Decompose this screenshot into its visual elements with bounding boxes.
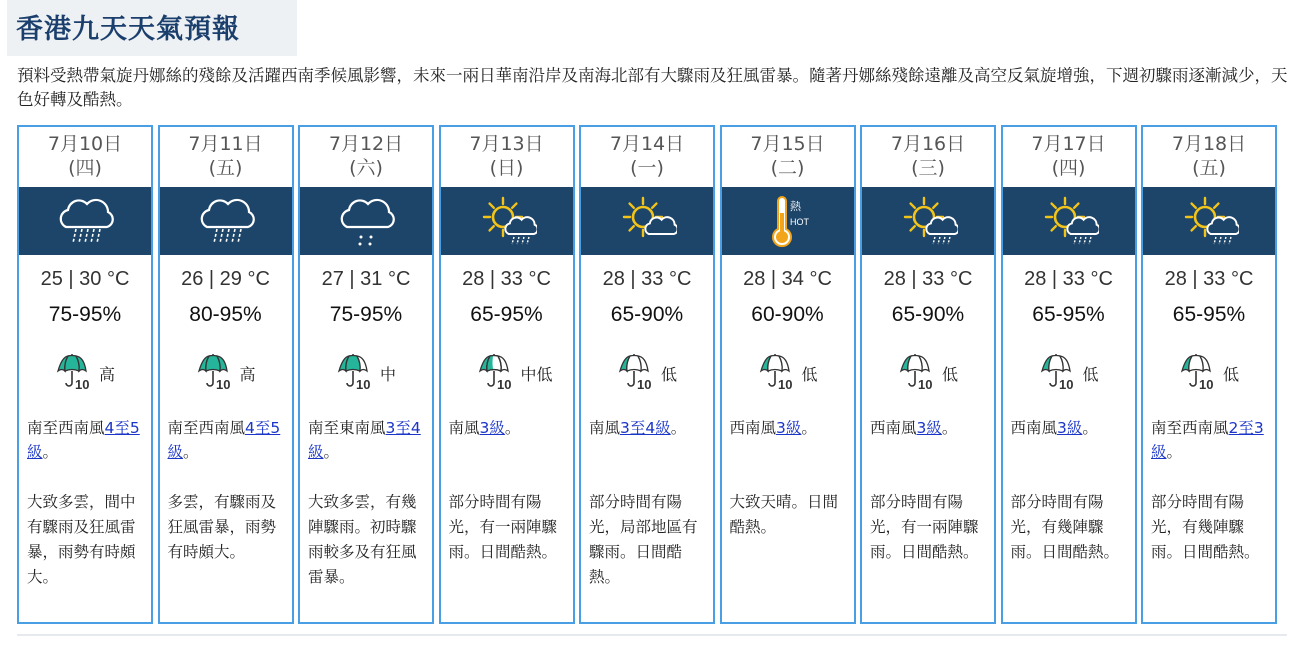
probability-of-rain [160,349,292,393]
psr-label: 低 [661,365,678,384]
umbrella-icon [752,349,800,393]
humidity-range: 75-95% [48,303,122,326]
weather-icon-band [160,187,292,255]
wind-direction: 南風 [448,419,480,437]
date-label: 7月16日 [890,133,966,155]
wind-suffix: 。 [1166,443,1183,461]
weather-description: 多雲，有驟雨及狂風雷暴，雨勢有時頗大。 [167,493,277,561]
temperature-range: 28 | 33 °C [602,268,692,290]
forecast-date [722,132,854,180]
humidity-range: 65-95% [1172,303,1246,326]
weather-icon-band [441,187,573,255]
temperature-range: 28 | 33 °C [462,268,551,290]
sunny-periods-showers-icon [1041,193,1099,249]
weather-description: 部分時間有陽光，有一兩陣驟雨。日間酷熱。 [448,493,558,561]
wind-direction: 西南風 [1010,419,1058,437]
wind-forecast [870,416,988,440]
probability-of-rain [441,349,573,393]
umbrella-icon [1033,349,1081,393]
wind-direction: 南至西南風 [27,419,105,437]
humidity-range: 60-90% [751,303,824,326]
forecast-date [862,132,994,180]
svg-text:10: 10 [215,377,230,392]
weekday-label: (四) [1051,157,1086,179]
probability-of-rain [300,349,432,393]
humidity-range: 65-95% [1032,303,1105,326]
divider [17,634,1287,636]
wind-force-link[interactable]: 3級 [1057,419,1083,437]
weather-description: 部分時間有陽光，有幾陣驟雨。日間酷熱。 [1151,493,1260,561]
forecast-date [1143,132,1275,180]
weekday-label: (二) [770,157,805,179]
day-card [17,125,153,624]
day-card [158,125,294,624]
wind-force-link[interactable]: 3至4級 [308,419,421,461]
psr-label: 高 [239,365,256,384]
wind-forecast [168,416,286,464]
day-card [1001,125,1137,624]
weather-description: 大致多雲，有幾陣驟雨。初時驟雨較多及有狂風雷暴。 [308,493,417,586]
humidity-range: 65-95% [470,303,543,326]
umbrella-icon [1173,349,1221,393]
wind-force-link[interactable]: 3級 [776,419,802,437]
umbrella-icon [49,349,97,393]
umbrella-icon [330,349,378,393]
forecast-summary: 預料受熱帶氣旋丹娜絲的殘餘及活躍西南季候風影響，未來一兩日華南沿岸及南海北部有大驟雨及狂風雷暴。隨著丹娜絲殘餘遠離及高空反氣旋增強，下週初驟雨逐漸減少，天色好轉及酷熱。 [17,66,1288,109]
wind-direction: 南至西南風 [1151,419,1229,437]
wind-force-link[interactable]: 3級 [479,419,505,437]
psr-label: 低 [801,365,818,384]
day-card [860,125,996,624]
date-label: 7月12日 [328,133,404,155]
wind-force-link[interactable]: 3級 [916,419,942,437]
forecast-date [581,132,713,180]
hot-icon [760,193,818,249]
humidity-range: 65-90% [891,303,965,326]
wind-direction: 西南風 [870,419,917,437]
weekday-label: (五) [208,157,243,179]
wind-suffix: 。 [801,419,817,437]
forecast-date [160,132,292,180]
wind-direction: 南風 [589,419,621,437]
hot-icon-label-zh: 熱 [789,200,801,213]
weather-description: 部分時間有陽光，有一兩陣驟雨。日間酷熱。 [870,493,979,561]
weather-icon-band [1143,187,1275,255]
wind-force-link[interactable]: 3至4級 [620,419,671,437]
heavy-rain-icon [57,193,115,249]
temperature-range: 28 | 33 °C [1024,268,1113,290]
wind-suffix: 。 [1082,419,1098,437]
weather-icon-band [581,187,713,255]
temperature-range: 27 | 31 °C [321,268,411,290]
wind-force-link[interactable]: 4至5級 [27,419,140,461]
date-label: 7月15日 [750,133,825,155]
temperature-range: 25 | 30 °C [40,268,130,290]
date-label: 7月17日 [1031,133,1106,155]
forecast-date [1003,132,1135,180]
svg-text:10: 10 [356,377,371,392]
weather-icon-band [1003,187,1135,255]
weather-description: 部分時間有陽光，有幾陣驟雨。日間酷熱。 [1010,493,1120,561]
hot-icon-label-en: HOT [789,217,809,227]
psr-label: 低 [942,365,959,384]
date-label: 7月13日 [469,133,544,155]
date-label: 7月14日 [609,133,685,155]
showers-icon [338,193,396,249]
probability-of-rain [862,349,994,393]
probability-of-rain [1143,349,1275,393]
sunny-periods-showers-icon [1181,193,1239,249]
day-card [579,125,715,624]
forecast-cards [17,125,1287,624]
date-label: 7月18日 [1171,133,1247,155]
weekday-label: (日) [489,157,524,179]
day-card [720,125,856,624]
page-title: 香港九天天氣預報 [16,14,240,45]
day-card [298,125,434,624]
weekday-label: (三) [911,157,945,179]
wind-forecast [589,416,707,440]
sunny-periods-showers-icon [900,193,958,249]
probability-of-rain [19,349,151,393]
date-label: 7月10日 [47,133,123,155]
umbrella-icon [190,349,238,393]
humidity-range: 80-95% [189,303,262,326]
humidity-range: 65-90% [610,303,684,326]
wind-suffix: 。 [670,419,687,437]
weather-icon-band [19,187,151,255]
wind-forecast [27,416,145,464]
weekday-label: (六) [349,157,383,179]
wind-direction: 西南風 [729,419,777,437]
wind-suffix: 。 [941,419,958,437]
weather-icon-band [862,187,994,255]
weekday-label: (五) [1192,157,1226,179]
weekday-label: (四) [68,157,102,179]
weather-icon-band [722,187,854,255]
umbrella-icon [611,349,659,393]
humidity-range: 75-95% [329,303,403,326]
wind-suffix: 。 [504,419,521,437]
svg-text:10: 10 [637,377,652,392]
wind-suffix: 。 [183,443,199,461]
wind-suffix: 。 [42,443,59,461]
temperature-range: 28 | 34 °C [743,268,832,290]
date-label: 7月11日 [188,133,263,155]
wind-force-link[interactable]: 4至5級 [167,419,281,461]
header-bar [7,0,297,56]
psr-label: 低 [1223,365,1240,384]
weather-description: 大致天晴。日間酷熱。 [729,493,839,536]
day-card [439,125,575,624]
temperature-range: 28 | 33 °C [883,268,973,290]
sunny-periods-showers-icon [479,193,537,249]
psr-label: 中低 [520,365,553,384]
forecast-date [300,132,432,180]
svg-text:10: 10 [75,377,90,392]
heavy-rain-icon [198,193,256,249]
psr-label: 低 [1082,365,1099,384]
wind-direction: 南至西南風 [167,419,246,437]
day-card [1141,125,1277,624]
svg-text:10: 10 [1058,377,1073,392]
psr-label: 高 [99,365,116,384]
probability-of-rain [1003,349,1135,393]
sunny-periods-icon [619,193,677,249]
wind-suffix: 。 [323,443,340,461]
svg-text:10: 10 [1199,377,1214,392]
psr-label: 中 [380,365,397,384]
weather-icon-band [300,187,432,255]
svg-text:10: 10 [777,377,792,392]
weekday-label: (一) [630,157,664,179]
wind-forecast [308,416,426,464]
forecast-date [19,132,151,180]
wind-forecast [730,416,848,440]
temperature-range: 28 | 33 °C [1164,268,1254,290]
probability-of-rain [722,349,854,393]
wind-force-link[interactable]: 2至3級 [1151,419,1264,461]
umbrella-icon [892,349,940,393]
svg-text:10: 10 [918,377,933,392]
temperature-range: 26 | 29 °C [181,268,270,290]
wind-forecast [1011,416,1129,440]
forecast-date [441,132,573,180]
umbrella-icon [471,349,519,393]
wind-forecast [449,416,567,440]
weather-description: 大致多雲，間中有驟雨及狂風雷暴，雨勢有時頗大。 [27,493,136,586]
svg-text:10: 10 [496,377,511,392]
wind-direction: 南至東南風 [308,419,386,437]
weather-description: 部分時間有陽光，局部地區有驟雨。日間酷熱。 [589,493,698,586]
probability-of-rain [581,349,713,393]
wind-forecast [1151,416,1269,464]
